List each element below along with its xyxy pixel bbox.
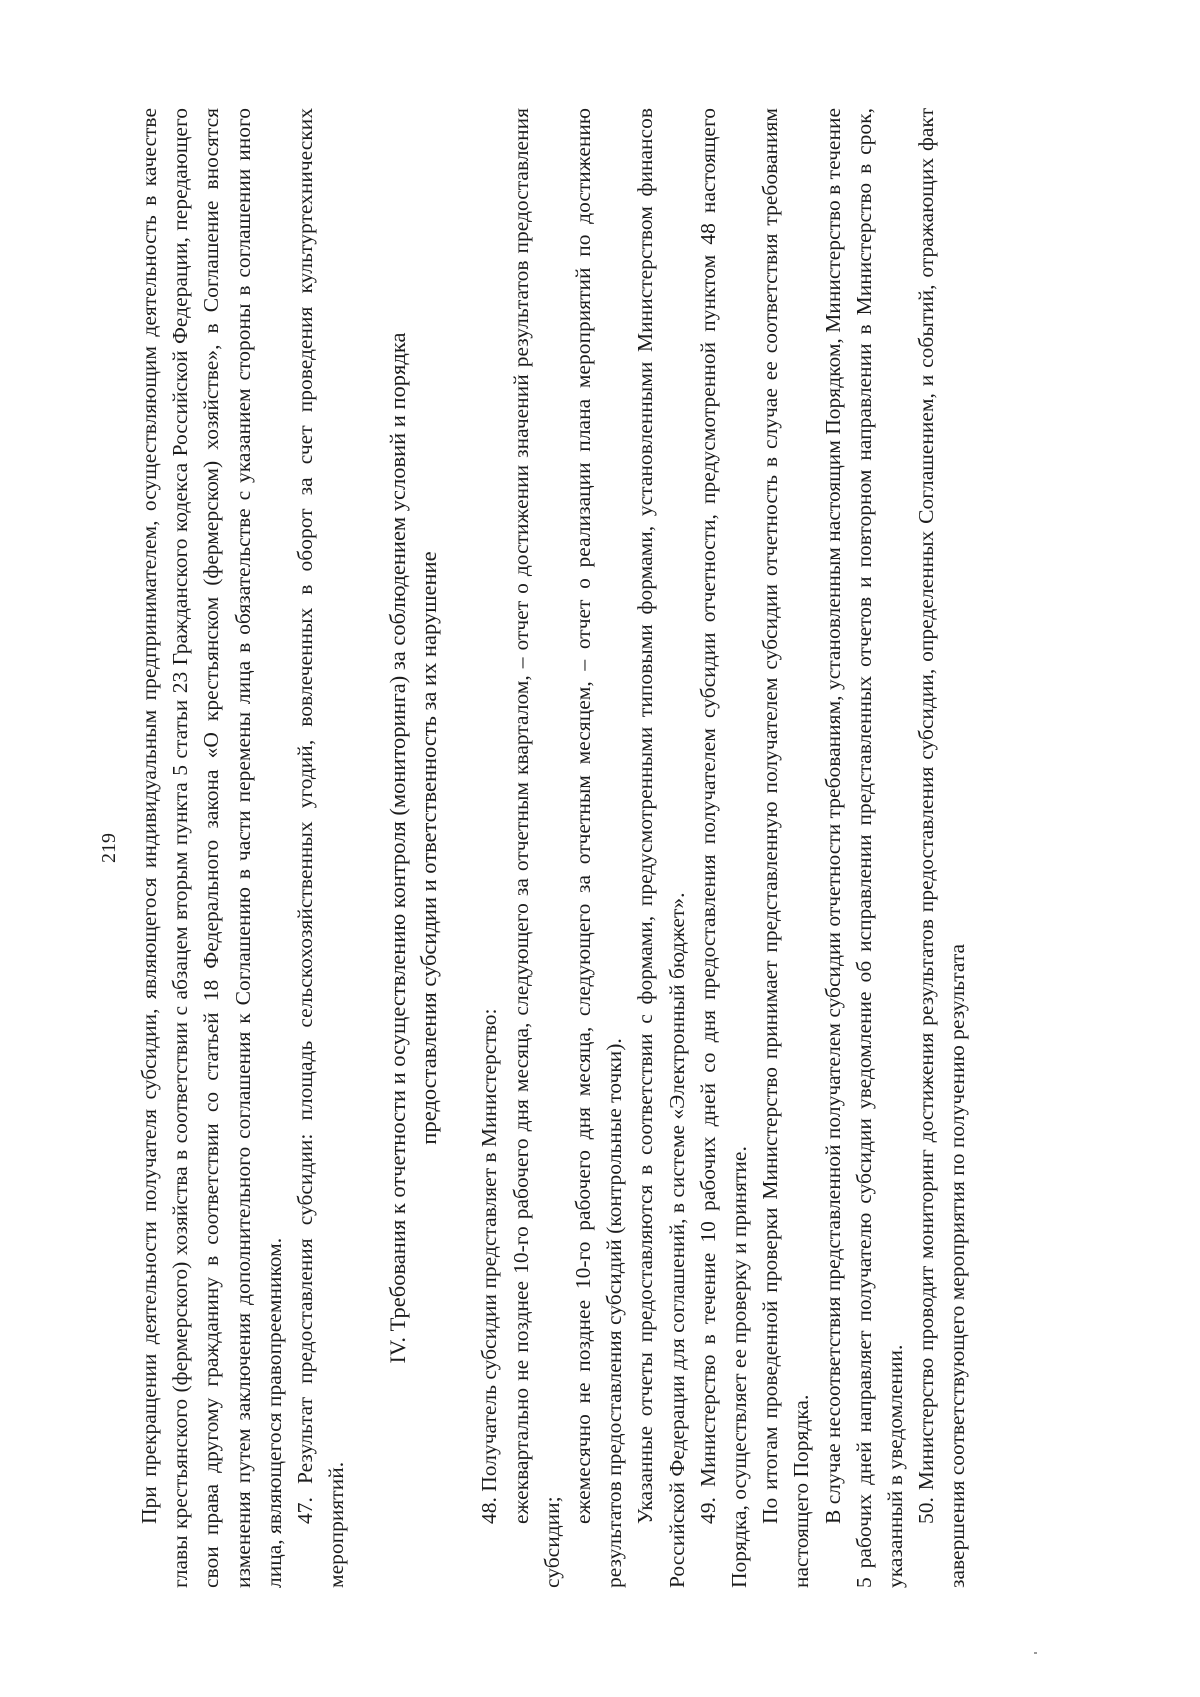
paragraph-48-intro: 48. Получатель субсидии представляет в Министерство: [477,1008,502,1524]
scan-speck [1034,1652,1037,1654]
paragraph-48-forms: Указанные отчеты предоставляются в соответствии с формами, предусмотренными типовыми формами, установленными Министерством финансов Российской Федерации для соглашений, в системе «Электронный бюджет». [633,108,689,1588]
paragraph-48-monthly: ежемесячно не позднее 10-го рабочего дня месяца, следующего за отчетным месяцем, – отчет о реализации плана мероприятий по достижению результатов предоставления субсидий (контрольные точки). [571,108,627,1588]
paragraph-50-monitoring: 50. Министерство проводит мониторинг достижения результатов предоставления субсидии, определенных Соглашением, и событий, отражающих факт завершения соответствующего мероприятия по получению результата [914,108,970,1588]
paragraph-termination-of-activity: При прекращении деятельности получателя субсидии, являющегося индивидуальным предпринимателем, осуществляющим деятельность в качестве главы крестьянского (фермерского) хозяйства в соответствии с абзацем вторым пункта 5 статьи 23 Гражданского кодекса Российской Федерации, передающего свои права другому гражданину в соответствии со статьей 18 Федерального закона «О крестьянском (фермерском) хозяйстве», в Соглашение вносятся изменения путем заключения дополнительного соглашения к Соглашению в части перемены лица в обязательстве с указанием стороны в соглашении иного лица, являющегося правопреемником. [137,108,286,1588]
paragraph-47-result: 47. Результат предоставления субсидии: площадь сельскохозяйственных угодий, вовлеченных в оборот за счет проведения культуртехнических мероприятий. [293,108,349,1588]
paragraph-48-quarterly: ежеквартально не позднее 10-го рабочего дня месяца, следующего за отчетным кварталом, – отчет о достижении значений результатов предоставления субсидии; [508,108,564,1588]
page-number: 219 [98,833,120,863]
paragraph-49-check: 49. Министерство в течение 10 рабочих дней со дня предоставления получателем субсидии отчетности, предусмотренной пунктом 48 настоящего Порядка, осуществляет ее проверку и принятие. [695,108,752,1588]
section-heading-iv: IV. Требования к отчетности и осуществлению контроля (мониторинга) за соблюдением условий и порядка предоставления субсидии и ответственность за их нарушение [385,332,442,1364]
rotated-text-block [80,48,1120,1648]
paragraph-49-nonconformity: В случае несоответствия представленной получателем субсидии отчетности требованиям, установленным настоящим Порядком, Министерство в течение 5 рабочих дней направляет получателю субсидии уведомление об исправлении представленных отчетов и повторном направлении в Министерство в срок, указанный в уведомлении. [820,108,908,1588]
paragraph-49-acceptance: По итогам проведенной проверки Министерство принимает представленную получателем субсидии отчетность в случае ее соответствия требованиям настоящего Порядка. [758,108,814,1588]
